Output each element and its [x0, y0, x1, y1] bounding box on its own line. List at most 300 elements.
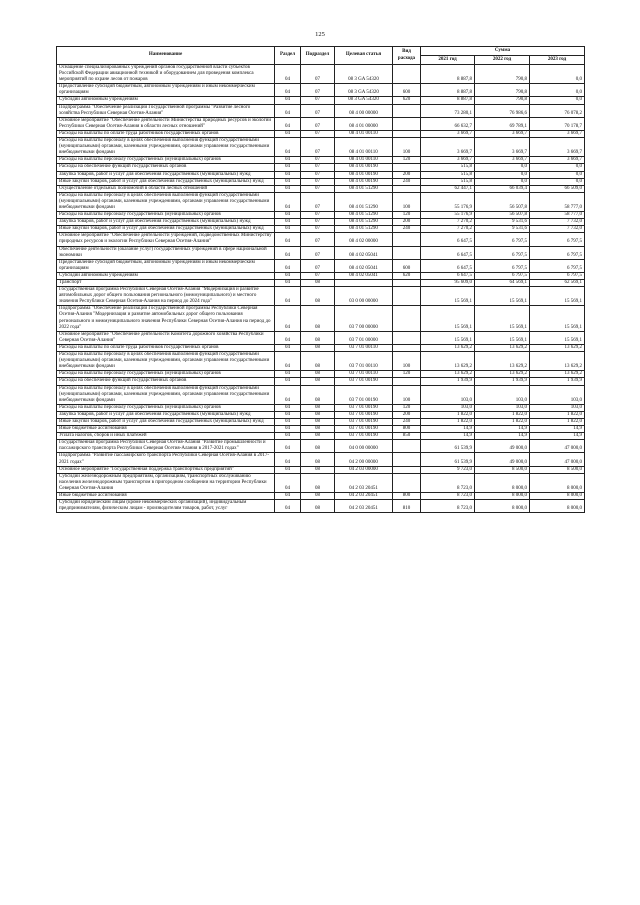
row-subsection-cell: 08: [301, 344, 335, 351]
table-row: [57, 466, 585, 473]
row-value-2022-cell: 103,0: [475, 385, 530, 404]
row-section-cell: 04: [275, 371, 301, 378]
row-name-cell: Подпрограмма "Обеспечение реализации Государственной программы Республики Северная Осетия-Алания "Модернизация и развитие автомобильных дорог общего пользования регионального и межмуниципального значения Республики Северная Осетия-Алания на период до 2022 года": [57, 306, 275, 331]
row-value-2023-cell: 8 500,0: [530, 466, 585, 473]
row-name-cell: Закупка товаров, работ и услуг для обеспечения государственных (муниципальных) нужд: [57, 411, 275, 418]
row-subsection-cell: 07: [301, 185, 335, 192]
row-section-cell: 04: [275, 226, 301, 233]
table-row: [57, 453, 585, 466]
header-year-2023: 2023 год: [530, 56, 585, 65]
row-subsection-cell: 07: [301, 259, 335, 272]
row-value-2023-cell: 0,0: [530, 65, 585, 84]
row-name-cell: Основное мероприятие "Обеспечение деятельности Комитета дорожного хозяйства Республики Северная Осетия-Алания": [57, 331, 275, 344]
row-value-2023-cell: 3 669,7: [530, 157, 585, 164]
row-name-cell: Оснащение специализированных учреждений органов государственной власти субъектов Российской Федерации авиационной техникой и оборудованием для проведения комплекса мероприятий по охране лесов от пожаров: [57, 65, 275, 84]
row-value-2022-cell: 49 000,0: [475, 453, 530, 466]
row-name-cell: Основное мероприятие "Обеспечение деятельности Министерства природных ресурсов и экологии Республики Северная Осетия-Алания в области лесных отношений": [57, 117, 275, 130]
row-value-2023-cell: 0,0: [530, 171, 585, 178]
row-name-cell: Уплата налогов, сборов и иных платежей: [57, 433, 275, 440]
row-name-cell: Расходы на выплаты персоналу государственных (муниципальных) органов: [57, 212, 275, 219]
row-article-cell: 08 4 00 00000: [335, 104, 393, 117]
row-value-2021-cell: 103,0: [421, 404, 475, 411]
row-value-2021-cell: 14,9: [421, 426, 475, 433]
row-type-cell: 100: [393, 352, 421, 371]
row-name-cell: Расходы на выплаты по оплате труда работников государственных органов: [57, 344, 275, 351]
row-value-2023-cell: 15 569,1: [530, 287, 585, 306]
row-value-2021-cell: 8 887,8: [421, 84, 475, 97]
row-subsection-cell: 08: [301, 385, 335, 404]
row-section-cell: 04: [275, 411, 301, 418]
row-subsection-cell: 08: [301, 466, 335, 473]
row-subsection-cell: 08: [301, 433, 335, 440]
row-article-cell: 03 7 01 00190: [335, 433, 393, 440]
row-section-cell: 04: [275, 178, 301, 185]
row-article-cell: 08 4 01 00190: [335, 164, 393, 171]
row-value-2021-cell: 61 539,9: [421, 453, 475, 466]
row-value-2022-cell: 790,8: [475, 84, 530, 97]
row-section-cell: 04: [275, 344, 301, 351]
row-subsection-cell: 07: [301, 84, 335, 97]
row-section-cell: 04: [275, 233, 301, 246]
row-type-cell: 100: [393, 192, 421, 211]
row-type-cell: [393, 453, 421, 466]
row-name-cell: Иные бюджетные ассигнования: [57, 426, 275, 433]
row-article-cell: 08 4 01 51290: [335, 212, 393, 219]
row-type-cell: 620: [393, 272, 421, 279]
row-value-2022-cell: 76 986,6: [475, 104, 530, 117]
row-name-cell: Предоставление субсидий бюджетным, автономным учреждениям и иным некоммерческим организациям: [57, 259, 275, 272]
row-value-2023-cell: 0,0: [530, 178, 585, 185]
table-row: [57, 500, 585, 513]
row-article-cell: 08 4 02 05041: [335, 259, 393, 272]
table-row: [57, 219, 585, 226]
row-section-cell: 04: [275, 493, 301, 500]
row-name-cell: Иные бюджетные ассигнования: [57, 493, 275, 500]
row-value-2023-cell: 14,9: [530, 426, 585, 433]
row-value-2023-cell: 7 732,0: [530, 219, 585, 226]
row-subsection-cell: 07: [301, 65, 335, 84]
row-value-2021-cell: 6 647,5: [421, 259, 475, 272]
row-section-cell: 04: [275, 466, 301, 473]
row-article-cell: 03 0 00 00000: [335, 287, 393, 306]
row-subsection-cell: 08: [301, 352, 335, 371]
row-value-2023-cell: 0,0: [530, 97, 585, 104]
row-subsection-cell: 08: [301, 493, 335, 500]
row-type-cell: 800: [393, 493, 421, 500]
row-value-2022-cell: 9 531,6: [475, 226, 530, 233]
row-value-2021-cell: 515,8: [421, 178, 475, 185]
row-section-cell: 04: [275, 212, 301, 219]
row-article-cell: 04 2 03 20451: [335, 493, 393, 500]
row-name-cell: Иные закупки товаров, работ и услуг для обеспечения государственных (муниципальных) нужд: [57, 418, 275, 425]
row-value-2022-cell: 3 669,7: [475, 130, 530, 137]
row-article-cell: 08 4 01 00110: [335, 130, 393, 137]
row-name-cell: Государственная программа Республики Северная Осетия-Алания "Развитие промышленности и пассажирского транспорта Республики Северная Осетия-Алания в 2017-2021 годах": [57, 440, 275, 453]
row-article-cell: 03 7 01 00190: [335, 385, 393, 404]
row-type-cell: 200: [393, 411, 421, 418]
row-value-2022-cell: 15 569,1: [475, 306, 530, 331]
row-article-cell: 03 7 01 00190: [335, 411, 393, 418]
table-row: [57, 117, 585, 130]
row-name-cell: Предоставление субсидий бюджетным, автономным учреждениям и иным некоммерческим организациям: [57, 84, 275, 97]
row-value-2023-cell: 66 509,0: [530, 185, 585, 192]
page-number: 125: [315, 31, 325, 38]
row-article-cell: 08 4 02 05041: [335, 272, 393, 279]
row-value-2023-cell: 3 669,7: [530, 138, 585, 157]
row-value-2022-cell: 0,0: [475, 171, 530, 178]
row-value-2021-cell: 62 447,1: [421, 185, 475, 192]
row-value-2023-cell: 6 797,5: [530, 259, 585, 272]
row-value-2023-cell: 15 569,1: [530, 306, 585, 331]
row-name-cell: Расходы на обеспечение функций государственных органов: [57, 378, 275, 385]
row-section-cell: 04: [275, 378, 301, 385]
row-value-2021-cell: 3 669,7: [421, 130, 475, 137]
row-article-cell: 08 3 GA 54320: [335, 84, 393, 97]
row-article-cell: 04 2 03 00000: [335, 466, 393, 473]
row-value-2021-cell: 1 939,9: [421, 378, 475, 385]
row-name-cell: Иные закупки товаров, работ и услуг для обеспечения государственных (муниципальных) нужд: [57, 178, 275, 185]
row-name-cell: Расходы на обеспечение функций государственных органов: [57, 164, 275, 171]
row-name-cell: Субсидии автономным учреждениям: [57, 272, 275, 279]
row-value-2023-cell: 7 732,0: [530, 226, 585, 233]
table-row: [57, 433, 585, 440]
row-value-2023-cell: 13 629,2: [530, 344, 585, 351]
row-name-cell: Основное мероприятие "Обеспечение деятельности учреждений, подведомственных Министерству природных ресурсов и экологии Республики Северная Осетия-Алания": [57, 233, 275, 246]
row-name-cell: Субсидии железнодорожным предприятиям, организациям, транспортных обслуживанию населения железнодорожным транспортом в пригородном сообщении на территории Республики Северная Осетия-Алания: [57, 473, 275, 492]
row-article-cell: 08 4 01 00110: [335, 138, 393, 157]
row-value-2022-cell: 8 500,0: [475, 466, 530, 473]
row-value-2021-cell: 13 629,2: [421, 352, 475, 371]
row-value-2022-cell: 6 797,5: [475, 233, 530, 246]
row-type-cell: [393, 104, 421, 117]
table-row: [57, 493, 585, 500]
row-value-2021-cell: 8 723,0: [421, 500, 475, 513]
header-name: Наименование: [57, 47, 275, 65]
row-value-2021-cell: 1 822,0: [421, 418, 475, 425]
row-section-cell: 04: [275, 138, 301, 157]
row-value-2021-cell: 73 280,1: [421, 104, 475, 117]
row-value-2022-cell: 6 797,5: [475, 272, 530, 279]
row-value-2021-cell: 103,0: [421, 385, 475, 404]
row-value-2022-cell: 15 569,1: [475, 331, 530, 344]
row-value-2023-cell: 47 000,0: [530, 453, 585, 466]
row-subsection-cell: 07: [301, 157, 335, 164]
table-row: [57, 130, 585, 137]
row-section-cell: 04: [275, 192, 301, 211]
row-type-cell: 620: [393, 97, 421, 104]
row-value-2021-cell: 55 176,9: [421, 212, 475, 219]
row-value-2022-cell: 69 789,1: [475, 117, 530, 130]
row-section-cell: 04: [275, 418, 301, 425]
row-type-cell: 120: [393, 157, 421, 164]
row-section-cell: 04: [275, 433, 301, 440]
row-value-2021-cell: 7 270,2: [421, 219, 475, 226]
table-row: [57, 287, 585, 306]
row-subsection-cell: 07: [301, 233, 335, 246]
row-value-2023-cell: 13 629,2: [530, 352, 585, 371]
row-name-cell: Расходы на выплаты персоналу в целях обеспечения выполнения функций государственными (муниципальными) органами, казенными учреждениями, органами управления государственными внебюджетными фондами: [57, 138, 275, 157]
row-section-cell: 04: [275, 65, 301, 84]
table-header: [57, 47, 585, 65]
row-name-cell: Основное мероприятие "Государственная поддержка транспортных предприятий": [57, 466, 275, 473]
row-article-cell: 08 4 01 51290: [335, 226, 393, 233]
row-type-cell: [393, 440, 421, 453]
row-value-2022-cell: 8 000,0: [475, 473, 530, 492]
row-name-cell: Расходы на выплаты персоналу в целях обеспечения выполнения функций государственными (муниципальными) органами, казенными учреждениями, органами управления государственными внебюджетными фондами: [57, 385, 275, 404]
row-type-cell: 240: [393, 418, 421, 425]
row-value-2023-cell: 58 777,0: [530, 212, 585, 219]
row-article-cell: [335, 280, 393, 287]
row-type-cell: [393, 378, 421, 385]
row-value-2022-cell: 1 822,0: [475, 411, 530, 418]
row-value-2021-cell: 15 569,1: [421, 287, 475, 306]
row-section-cell: 04: [275, 117, 301, 130]
row-section-cell: 04: [275, 473, 301, 492]
row-type-cell: 120: [393, 371, 421, 378]
header-expense-type: Вид расхода: [393, 47, 421, 65]
row-section-cell: 04: [275, 426, 301, 433]
row-value-2023-cell: 0,0: [530, 84, 585, 97]
row-section-cell: 04: [275, 500, 301, 513]
table-row: [57, 212, 585, 219]
header-year-2021: 2021 год: [421, 56, 475, 65]
row-article-cell: 03 7 01 00190: [335, 418, 393, 425]
row-value-2021-cell: 8 887,8: [421, 65, 475, 84]
row-value-2022-cell: 8 000,0: [475, 493, 530, 500]
row-type-cell: 120: [393, 212, 421, 219]
row-subsection-cell: 08: [301, 500, 335, 513]
row-article-cell: 03 7 01 00190: [335, 404, 393, 411]
row-subsection-cell: 07: [301, 138, 335, 157]
row-value-2021-cell: 7 270,2: [421, 226, 475, 233]
row-value-2022-cell: 3 669,7: [475, 157, 530, 164]
row-value-2023-cell: 15 569,1: [530, 331, 585, 344]
row-value-2021-cell: 14,9: [421, 433, 475, 440]
row-name-cell: Расходы на выплаты персоналу в целях обеспечения выполнения функций государственными (муниципальными) органами, казенными учреждениями, органами управления государственными внебюджетными фондами: [57, 352, 275, 371]
row-value-2023-cell: 103,0: [530, 385, 585, 404]
row-value-2023-cell: 3 669,7: [530, 130, 585, 137]
row-type-cell: [393, 473, 421, 492]
row-subsection-cell: 07: [301, 117, 335, 130]
table-row: [57, 246, 585, 259]
row-value-2021-cell: 66 632,7: [421, 117, 475, 130]
row-value-2023-cell: 14,9: [530, 433, 585, 440]
row-name-cell: Расходы на выплаты персоналу государственных (муниципальных) органов: [57, 371, 275, 378]
table-row: [57, 426, 585, 433]
row-value-2021-cell: 15 569,1: [421, 331, 475, 344]
table-row: [57, 440, 585, 453]
row-type-cell: 120: [393, 404, 421, 411]
row-section-cell: 04: [275, 185, 301, 192]
row-type-cell: 100: [393, 385, 421, 404]
table-row: [57, 178, 585, 185]
row-value-2021-cell: 3 669,7: [421, 157, 475, 164]
row-value-2022-cell: 790,8: [475, 65, 530, 84]
row-type-cell: [393, 287, 421, 306]
table-row: [57, 84, 585, 97]
row-value-2023-cell: 6 797,5: [530, 246, 585, 259]
row-value-2022-cell: 14,9: [475, 433, 530, 440]
row-section-cell: 04: [275, 352, 301, 371]
row-value-2022-cell: 1 822,0: [475, 418, 530, 425]
row-value-2023-cell: 1 822,0: [530, 411, 585, 418]
row-section-cell: 04: [275, 259, 301, 272]
row-subsection-cell: 08: [301, 371, 335, 378]
row-value-2022-cell: 3 669,7: [475, 138, 530, 157]
row-subsection-cell: 08: [301, 453, 335, 466]
row-subsection-cell: 07: [301, 164, 335, 171]
row-value-2021-cell: 515,8: [421, 164, 475, 171]
row-value-2021-cell: 8 723,0: [421, 493, 475, 500]
row-subsection-cell: 07: [301, 192, 335, 211]
table-row: [57, 385, 585, 404]
row-value-2022-cell: 14,9: [475, 426, 530, 433]
row-name-cell: Закупка товаров, работ и услуг для обеспечения государственных (муниципальных) нужд: [57, 171, 275, 178]
row-article-cell: 08 4 01 00190: [335, 171, 393, 178]
row-section-cell: 04: [275, 164, 301, 171]
row-value-2023-cell: 62 569,1: [530, 280, 585, 287]
row-article-cell: 03 7 00 00000: [335, 306, 393, 331]
row-value-2022-cell: 1 939,9: [475, 378, 530, 385]
row-article-cell: 08 4 02 00000: [335, 233, 393, 246]
row-subsection-cell: 08: [301, 287, 335, 306]
table-row: [57, 418, 585, 425]
table-body: [57, 65, 585, 513]
row-value-2022-cell: 64 569,1: [475, 280, 530, 287]
row-type-cell: 600: [393, 84, 421, 97]
row-article-cell: 08 4 02 05041: [335, 246, 393, 259]
row-subsection-cell: 07: [301, 97, 335, 104]
table-row: [57, 352, 585, 371]
row-type-cell: 240: [393, 178, 421, 185]
row-type-cell: [393, 466, 421, 473]
row-section-cell: 04: [275, 157, 301, 164]
row-name-cell: Иные закупки товаров, работ и услуг для обеспечения государственных (муниципальных) нужд: [57, 226, 275, 233]
row-subsection-cell: 08: [301, 418, 335, 425]
row-article-cell: 04 2 03 20451: [335, 500, 393, 513]
row-name-cell: Расходы на выплаты персоналу государственных (муниципальных) органов: [57, 404, 275, 411]
row-name-cell: Обеспечение деятельности (оказание услуг) государственных учреждений в сфере национальной экономики: [57, 246, 275, 259]
row-article-cell: 03 7 01 00110: [335, 352, 393, 371]
row-article-cell: 04 2 03 20451: [335, 473, 393, 492]
row-value-2023-cell: 8 000,0: [530, 473, 585, 492]
row-value-2021-cell: 61 539,9: [421, 440, 475, 453]
row-subsection-cell: 07: [301, 104, 335, 117]
row-subsection-cell: 08: [301, 473, 335, 492]
table-row: [57, 259, 585, 272]
row-article-cell: 04 2 00 00000: [335, 453, 393, 466]
row-value-2021-cell: 1 822,0: [421, 411, 475, 418]
row-article-cell: 03 7 01 00110: [335, 371, 393, 378]
table-row: [57, 344, 585, 351]
row-article-cell: 08 4 01 51290: [335, 185, 393, 192]
row-value-2022-cell: 56 507,8: [475, 212, 530, 219]
row-subsection-cell: 08: [301, 378, 335, 385]
row-value-2021-cell: 55 176,9: [421, 192, 475, 211]
row-type-cell: 100: [393, 138, 421, 157]
row-value-2021-cell: 6 647,5: [421, 272, 475, 279]
row-subsection-cell: 07: [301, 246, 335, 259]
row-subsection-cell: 07: [301, 130, 335, 137]
row-name-cell: Государственная программа Республики Северная Осетия-Алания "Модернизация и развитие автомобильных дорог общего пользования регионального (межмуниципального) и местного значения Республики Северная Осетия-Алания на период до 2024 года": [57, 287, 275, 306]
row-value-2022-cell: 6 797,5: [475, 259, 530, 272]
row-subsection-cell: 07: [301, 272, 335, 279]
row-value-2023-cell: 0,0: [530, 164, 585, 171]
table-row: [57, 164, 585, 171]
row-value-2021-cell: 3 669,7: [421, 138, 475, 157]
table-row: [57, 404, 585, 411]
row-value-2022-cell: 56 507,8: [475, 192, 530, 211]
row-value-2023-cell: 1 822,0: [530, 418, 585, 425]
row-section-cell: 04: [275, 97, 301, 104]
table-row: [57, 185, 585, 192]
row-value-2022-cell: 15 569,1: [475, 287, 530, 306]
row-value-2022-cell: 49 000,0: [475, 440, 530, 453]
header-year-2022: 2022 год: [475, 56, 530, 65]
table-row: [57, 411, 585, 418]
row-section-cell: 04: [275, 104, 301, 117]
row-section-cell: 04: [275, 306, 301, 331]
row-value-2023-cell: 70 178,7: [530, 117, 585, 130]
row-value-2023-cell: 76 078,2: [530, 104, 585, 117]
header-section: Раздел: [275, 47, 301, 65]
row-article-cell: 03 7 01 00190: [335, 378, 393, 385]
table-row: [57, 280, 585, 287]
table-row: [57, 378, 585, 385]
row-type-cell: [393, 331, 421, 344]
header-target-article: Целевая статья: [335, 47, 393, 65]
row-name-cell: Субсидии юридическим лицам (кроме некоммерческих организаций), индивидуальным предпринимателям, физическим лицам - производителям товаров, работ, услуг: [57, 500, 275, 513]
row-value-2022-cell: 103,0: [475, 404, 530, 411]
row-article-cell: 08 4 01 00000: [335, 117, 393, 130]
row-subsection-cell: 07: [301, 212, 335, 219]
header-subsection: Подраздел: [301, 47, 335, 65]
row-subsection-cell: 07: [301, 171, 335, 178]
row-name-cell: Закупка товаров, работ и услуг для обеспечения государственных (муниципальных) нужд: [57, 219, 275, 226]
row-value-2022-cell: 66 039,4: [475, 185, 530, 192]
row-section-cell: 04: [275, 171, 301, 178]
row-type-cell: 810: [393, 500, 421, 513]
row-subsection-cell: 08: [301, 411, 335, 418]
row-value-2021-cell: 8 887,8: [421, 97, 475, 104]
row-section-cell: 04: [275, 287, 301, 306]
row-subsection-cell: 08: [301, 280, 335, 287]
table-row: [57, 157, 585, 164]
row-type-cell: 850: [393, 433, 421, 440]
row-type-cell: 800: [393, 426, 421, 433]
row-article-cell: 08 4 01 00110: [335, 157, 393, 164]
row-value-2023-cell: 1 939,9: [530, 378, 585, 385]
table-row: [57, 233, 585, 246]
row-value-2022-cell: 9 531,6: [475, 219, 530, 226]
row-section-cell: 04: [275, 130, 301, 137]
row-article-cell: 08 4 01 51290: [335, 192, 393, 211]
row-article-cell: 08 4 01 51290: [335, 219, 393, 226]
row-name-cell: Подпрограмма "Развитие пассажирского транспорта Республики Северная Осетия-Алания в 2017-2021 годах": [57, 453, 275, 466]
table-row: [57, 192, 585, 211]
row-article-cell: 03 7 01 00000: [335, 331, 393, 344]
row-value-2021-cell: 15 569,1: [421, 306, 475, 331]
row-type-cell: [393, 246, 421, 259]
row-article-cell: 03 7 01 00190: [335, 426, 393, 433]
row-section-cell: 04: [275, 385, 301, 404]
row-type-cell: [393, 185, 421, 192]
table-row: [57, 226, 585, 233]
row-type-cell: [393, 65, 421, 84]
row-article-cell: 08 3 GA 54320: [335, 65, 393, 84]
row-value-2023-cell: 13 629,2: [530, 371, 585, 378]
table-row: [57, 65, 585, 84]
